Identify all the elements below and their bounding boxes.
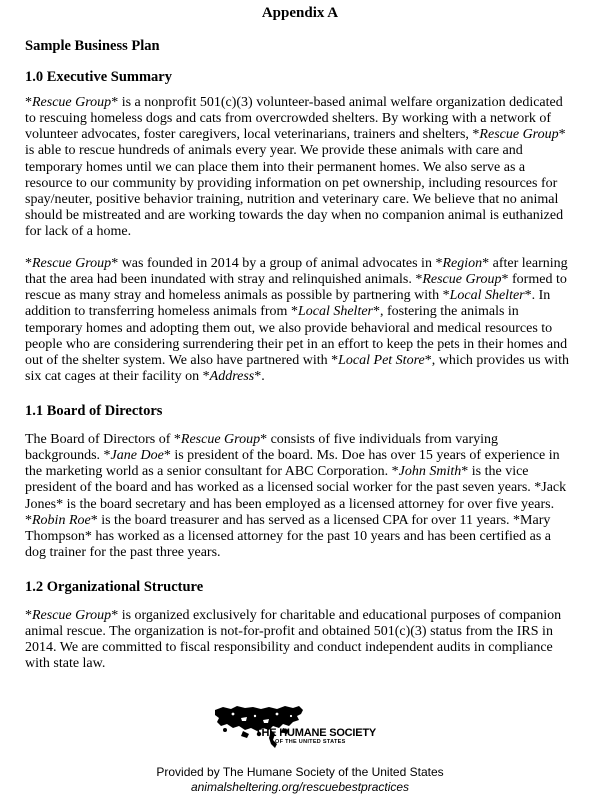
text-line: Jones* is the board secretary and has been employed as a licensed attorney for over five years. — [25, 496, 555, 512]
plan-title: Sample Business Plan — [25, 38, 160, 54]
text-line: should be mistreated and are working towards the day when no companion animal is euthanized — [25, 207, 564, 223]
text-line: addition to transferring homeless animals from *Local Shelter*, fostering the animals in — [25, 304, 519, 320]
text-line: backgrounds. *Jane Doe* is president of the board. Ms. Doe has over 15 years of experience in — [25, 448, 560, 464]
text-line: spay/neuter, positive behavior training, nutrition and veterinary care. We believe that no animal — [25, 191, 559, 207]
text-line: volunteer advocates, foster caregivers, local veterinarians, trainers and shelters, *Rescue Group* — [25, 127, 566, 143]
text-line: animal rescue. The organization is not-for-profit and obtained 501(c)(3) status from the IRS in — [25, 624, 553, 640]
provided-by-text: Provided by The Humane Society of the United States — [156, 765, 444, 779]
text-line: *Robin Roe* is the board treasurer and has served as a licensed CPA for over 11 years. *Mary — [25, 512, 551, 528]
executive-summary-paragraph-1 — [25, 95, 581, 240]
text-line: resource to our community by providing information on pet ownership, including resources for — [25, 175, 558, 191]
text-line: people who are considering surrendering their pet in an effort to keep the pets in their homes and — [25, 336, 568, 352]
text-line: president of the board and has worked as a licensed social worker for the past seven years. *Jack — [25, 480, 567, 496]
text-line: the marketing world as a senior consultant for ABC Corporation. *John Smith* is the vice — [25, 464, 529, 480]
appendix-title: Appendix A — [261, 5, 339, 21]
text-line: *Rescue Group* is organized exclusively for charitable and educational purposes of companion — [25, 608, 562, 623]
text-line: 2014. We are committed to fiscal responsibility and conduct independent audits in compliance — [25, 640, 553, 656]
text-line: for lack of a home. — [25, 224, 132, 240]
text-line: out of the shelter system. We also have partnered with *Local Pet Store*, which provides us with — [25, 352, 569, 368]
text-line: is able to rescue hundreds of animals every year. We provide these animals with care and — [25, 143, 523, 159]
board-of-directors-paragraph — [25, 432, 581, 561]
humane-society-logo — [213, 704, 393, 754]
text-line: with state law. — [25, 656, 106, 672]
section-heading-board-of-directors: 1.1 Board of Directors — [25, 403, 163, 419]
text-line: that the area had been inundated with stray and relinquished animals. *Rescue Group* formed to — [25, 272, 567, 288]
executive-summary-paragraph-2 — [25, 256, 581, 385]
text-line: *Rescue Group* was founded in 2014 by a group of animal advocates in *Region* after learning — [25, 256, 568, 271]
section-heading-organizational-structure: 1.2 Organizational Structure — [25, 579, 204, 595]
text-line: dog trainer for the past three years. — [25, 544, 221, 560]
text-line: temporary homes and adopting them out, we also provide behavioral and medical resources to — [25, 320, 553, 336]
logo-name: THE HUMANE SOCIETY — [255, 727, 377, 739]
text-line: rescue as many stray and homeless animals as possible by partnering with *Local Shelter*. In — [25, 288, 551, 304]
logo-subtitle: OF THE UNITED STATES — [275, 739, 346, 745]
text-line: *Rescue Group* is a nonprofit 501(c)(3) volunteer-based animal welfare organization dedicated — [25, 95, 563, 110]
text-line: six cat cages at their facility on *Address*. — [25, 368, 265, 384]
text-line: Thompson* has worked as a licensed attorney for the past 10 years and has been certified as a — [25, 528, 551, 544]
text-line: to rescuing homeless dogs and cats from overcrowded shelters. By working with a network of — [25, 111, 552, 127]
footer-url: animalsheltering.org/rescuebestpractices — [190, 780, 410, 794]
text-line: temporary homes until we can place them into their permanent homes. We also serve as a — [25, 159, 526, 175]
text-line: The Board of Directors of *Rescue Group* consists of five individuals from varying — [25, 432, 499, 447]
section-heading-executive-summary: 1.0 Executive Summary — [25, 69, 172, 85]
organizational-structure-paragraph — [25, 608, 581, 673]
